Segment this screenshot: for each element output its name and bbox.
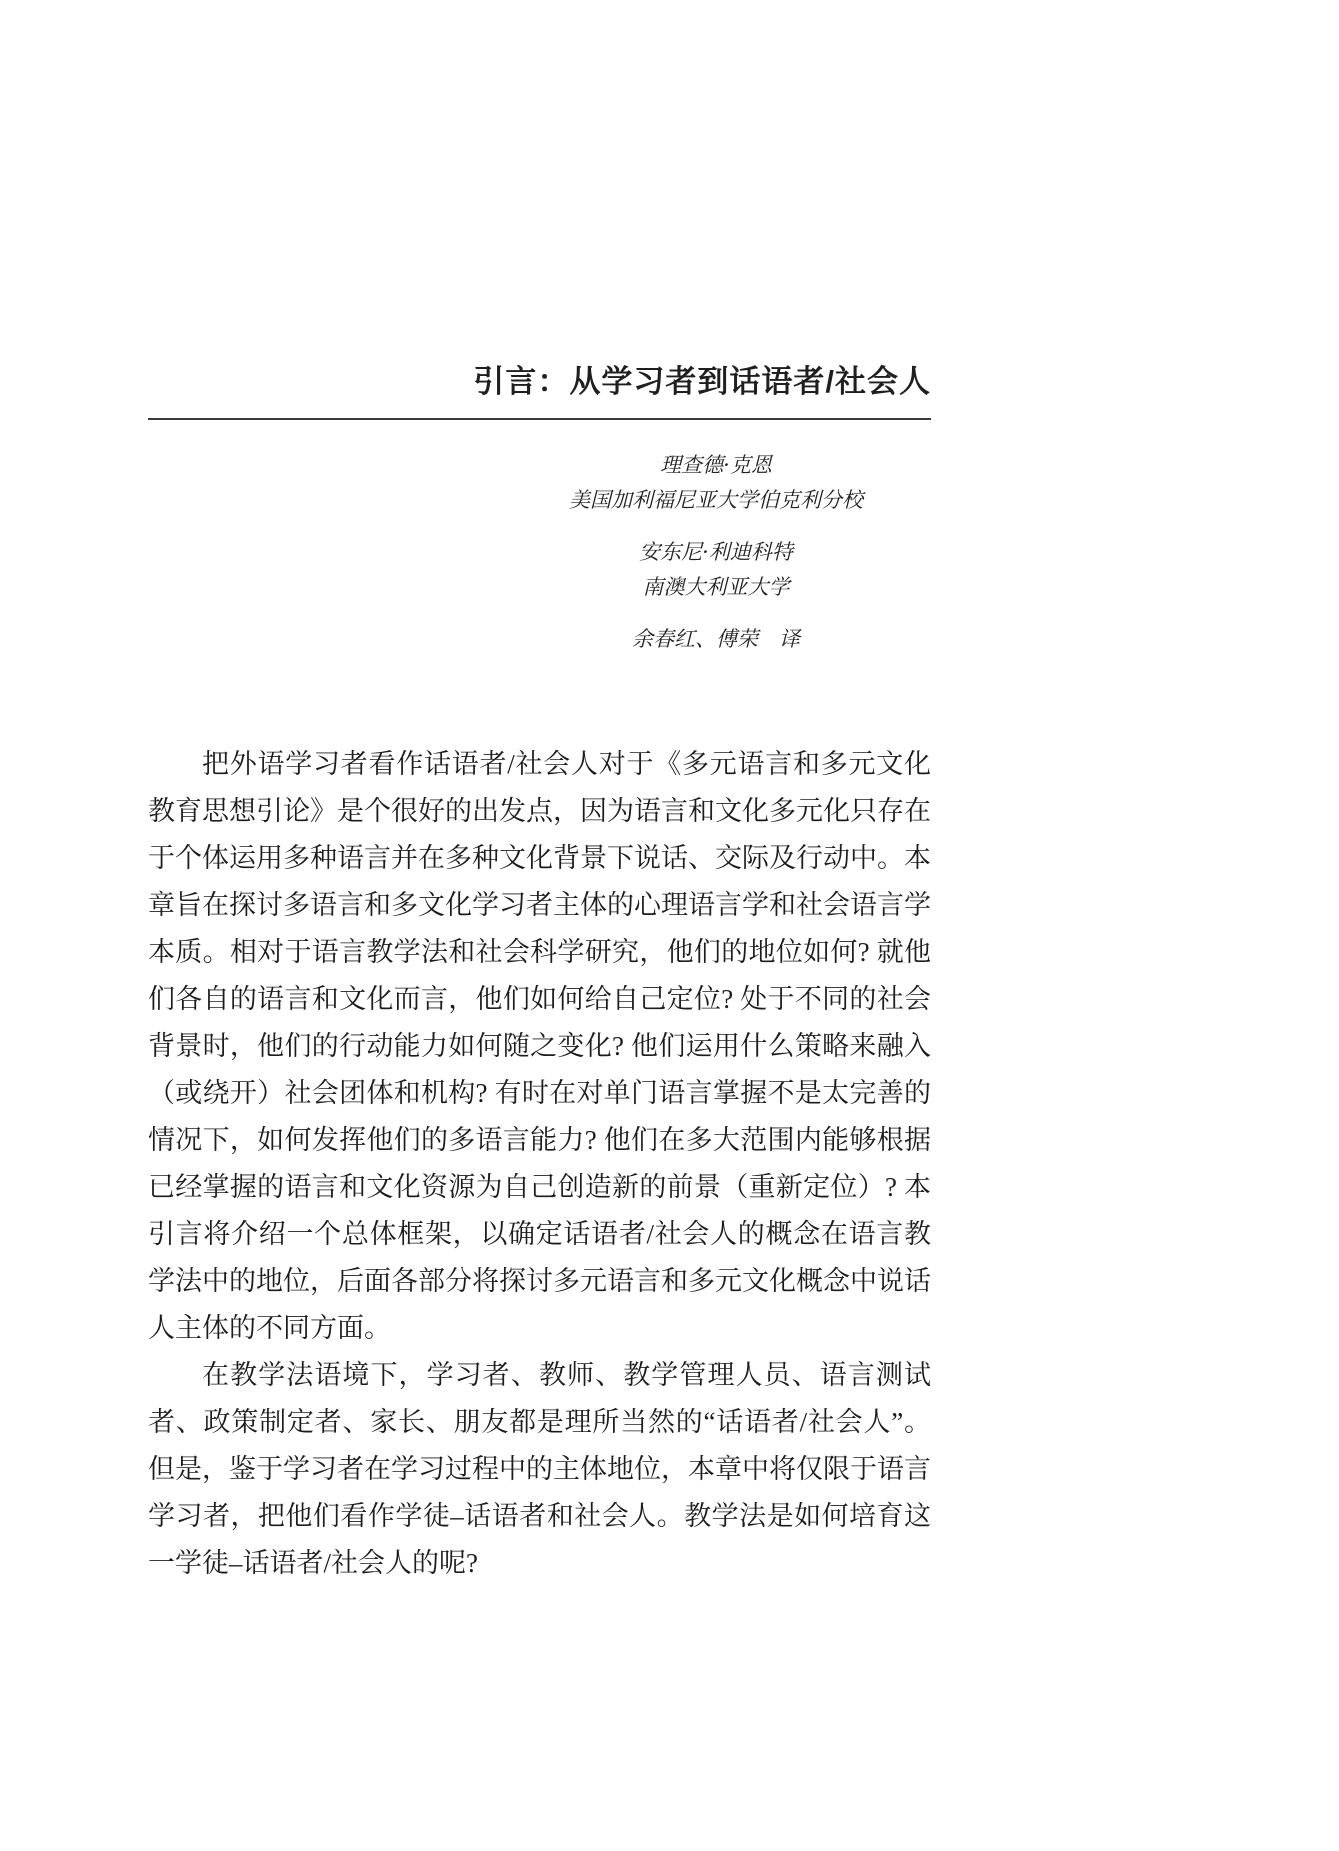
author1-name: 理查德·克恩: [660, 453, 772, 477]
author2-affiliation: 南澳大利亚大学: [642, 575, 790, 599]
author2-name: 安东尼·利迪科特: [639, 540, 793, 564]
body-text: [148, 741, 931, 1587]
translators-line: 余春红、傅荣 译: [632, 627, 800, 651]
content-area: [148, 0, 931, 1587]
chapter-title: 引言：从学习者到话语者/社会人: [473, 364, 931, 399]
author-block: [501, 448, 931, 657]
title-rule: [148, 418, 931, 420]
author1-affiliation: 美国加利福尼亚大学伯克利分校: [569, 488, 863, 512]
paragraph-2: 在教学法语境下，学习者、教师、教学管理人员、语言测试者、政策制定者、家长、朋友都是理所当然的“话语者/社会人”。但是，鉴于学习者在学习过程中的主体地位，本章中将仅限于语言学习者，把他们看作学徒–话语者和社会人。教学法是如何培育这一学徒–话语者/社会人的呢?: [148, 1360, 931, 1578]
paragraph-1: 把外语学习者看作话语者/社会人对于《多元语言和多元文化教育思想引论》是个很好的出发点，因为语言和文化多元化只存在于个体运用多种语言并在多种文化背景下说话、交际及行动中。本章旨在探讨多语言和多文化学习者主体的心理语言学和社会语言学本质。相对于语言教学法和社会科学研究，他们的地位如何? 就他们各自的语言和文化而言，他们如何给自己定位? 处于不同的社会背景时，他们的行动能力如何随之变化? 他们运用什么策略来融入（或绕开）社会团体和机构? 有时在对单门语言掌握不是太完善的情况下，如何发挥他们的多语言能力? 他们在多大范围内能够根据已经掌握的语言和文化资源为自己创造新的前景（重新定位）? 本引言将介绍一个总体框架，以确定话语者/社会人的概念在语言教学法中的地位，后面各部分将探讨多元语言和多元文化概念中说话人主体的不同方面。: [148, 749, 931, 1343]
